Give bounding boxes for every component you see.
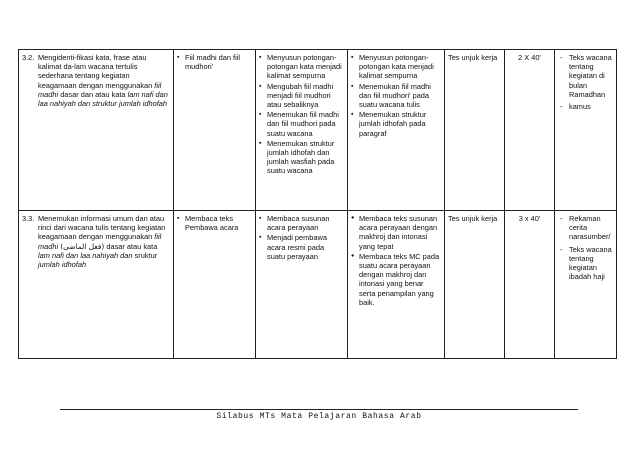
list-item: - kamus [558, 102, 613, 111]
list-item: ▪ Menemukan fiil madhi dan fiil mudhori pada suatu wacana [259, 110, 344, 138]
list-item: ● Membaca teks susunan acara perayaan dengan makhroj dan intonasi yang tepat [351, 214, 441, 251]
list-item: ▪ Menyusun potongan-potongan kata menjadi kalimat sempurna [259, 53, 344, 81]
penilaian-cell: Tes unjuk kerja [445, 211, 505, 359]
page-footer: Silabus MTs Mata Pelajaran Bahasa Arab [216, 412, 422, 421]
list-item: - Teks wacana tentang kegiatan ibadah haji [558, 245, 613, 282]
waktu-cell: 3 x 40' [505, 211, 555, 359]
materi-cell [174, 211, 256, 359]
list-item: ▪ Membaca susunan acara perayaan [259, 214, 344, 232]
indikator-cell [348, 50, 445, 211]
list-item: ▪ Menyusun potongan-potongan kata menjadi kalimat sempurna [351, 53, 441, 81]
list-item: ▪ Menjadi pembawa acara resmi pada suatu perayaan [259, 233, 344, 261]
kd-cell [19, 211, 174, 359]
kd-number: 3.3. [22, 214, 35, 223]
list-item: - Teks wacana tentang kegiatan di bulan Ramadhan [558, 53, 613, 99]
kegiatan-cell [256, 50, 348, 211]
footer-divider [60, 409, 578, 410]
list-item: ▪ Menemukan fiil madhi dan fiil mudhori' pada suatu wacana tulis [351, 82, 441, 110]
sumber-cell [555, 50, 617, 211]
materi-cell [174, 50, 256, 211]
list-item: - Rekaman cerita narasumber/ [558, 214, 613, 242]
syllabus-table [18, 49, 617, 359]
indikator-cell [348, 211, 445, 359]
list-item: ● Membaca teks MC pada suatu acara perayaan dengan makhroj dan intonasi yang benar serta penampilan yang baik. [351, 252, 441, 307]
sumber-cell [555, 211, 617, 359]
list-item: ▪ Menemukan struktur jumlah idhofah pada paragraf [351, 110, 441, 138]
penilaian-cell: Tes unjuk kerja [445, 50, 505, 211]
list-item: ▪ Fiil madhi dan fiil mudhori' [177, 53, 252, 71]
list-item: ▪ Menemukan struktur jumlah idhofah dan jumlah wasfiah pada suatu wacana [259, 139, 344, 176]
kd-text: Mengidenti-fikasi kata, frase atau kalimat da-lam wacana tertulis sederhana tentang kegiatan keagamaan dengan menggunakan fiil madhi dasar dan atau kata lam nafi dan laa nahiyah dan struktur jumlah idhofah [38, 53, 168, 109]
kd-number: 3.2. [22, 53, 35, 62]
list-item: ▪ Mengubah fiil madhi menjadi fiil mudhori atau sebaliknya [259, 82, 344, 110]
table-row [19, 211, 617, 359]
kd-cell [19, 50, 174, 211]
table-row [19, 50, 617, 211]
list-item: ▪ Membaca teks Pembawa acara [177, 214, 252, 232]
waktu-cell: 2 X 40' [505, 50, 555, 211]
kegiatan-cell [256, 211, 348, 359]
kd-text: Menemukan informasi umum dan atau rinci dari wacana tulis tentang kegiatan keagamaan dengan menggunakan fiil madhi (فعل الماضى) dasar atau kata lam nafi dan laa nahiyah dan sruktur jumlah idhofah [38, 214, 166, 270]
